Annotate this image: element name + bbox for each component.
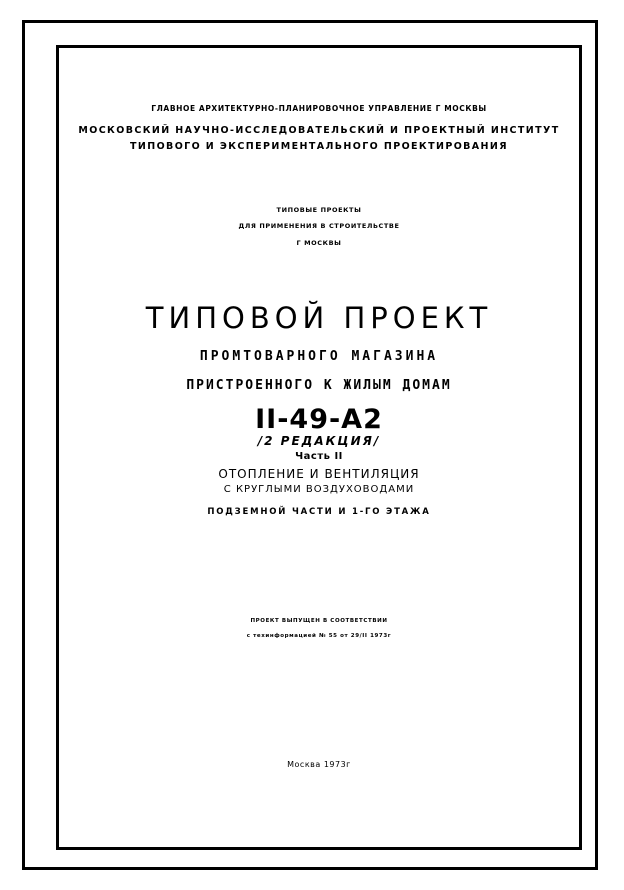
section-title-3: ПОДЗЕМНОЙ ЧАСТИ И 1-ГО ЭТАЖА xyxy=(207,507,431,517)
subtitle-line-1: ПРОМТОВАРНОГО МАГАЗИНА xyxy=(199,349,439,364)
typical-line-3: Г МОСКВЫ xyxy=(296,239,342,247)
typical-line-2: ДЛЯ ПРИМЕНЕНИЯ В СТРОИТЕЛЬСТВЕ xyxy=(238,222,400,230)
edition-label: /2 РЕДАКЦИЯ/ xyxy=(257,434,381,448)
org-line-2: МОСКОВСКИЙ НАУЧНО-ИССЛЕДОВАТЕЛЬСКИЙ И ПРОЕКТНЫЙ ИНСТИТУТ xyxy=(78,125,560,136)
document-title: ТИПОВОЙ ПРОЕКТ xyxy=(145,301,493,335)
org-line-1: ГЛАВНОЕ АРХИТЕКТУРНО-ПЛАНИРОВОЧНОЕ УПРАВЛЕНИЕ Г МОСКВЫ xyxy=(151,104,487,113)
part-label: Часть II xyxy=(295,451,343,462)
issue-note-2: с техинформацией № 55 от 29/II 1973г xyxy=(246,633,392,639)
section-title-2: С КРУГЛЫМИ ВОЗДУХОВОДАМИ xyxy=(223,484,415,495)
section-title-1: ОТОПЛЕНИЕ И ВЕНТИЛЯЦИЯ xyxy=(218,467,420,481)
subtitle-line-2: ПРИСТРОЕННОГО К ЖИЛЫМ ДОМАМ xyxy=(186,378,452,393)
org-line-3: ТИПОВОГО И ЭКСПЕРИМЕНТАЛЬНОГО ПРОЕКТИРОВАНИЯ xyxy=(130,141,508,152)
project-code: II-49-А2 xyxy=(255,404,383,435)
issue-note-1: ПРОЕКТ ВЫПУЩЕН В СООТВЕТСТВИИ xyxy=(250,618,388,624)
typical-line-1: ТИПОВЫЕ ПРОЕКТЫ xyxy=(276,206,362,214)
city-year: Москва 1973г xyxy=(287,760,351,769)
